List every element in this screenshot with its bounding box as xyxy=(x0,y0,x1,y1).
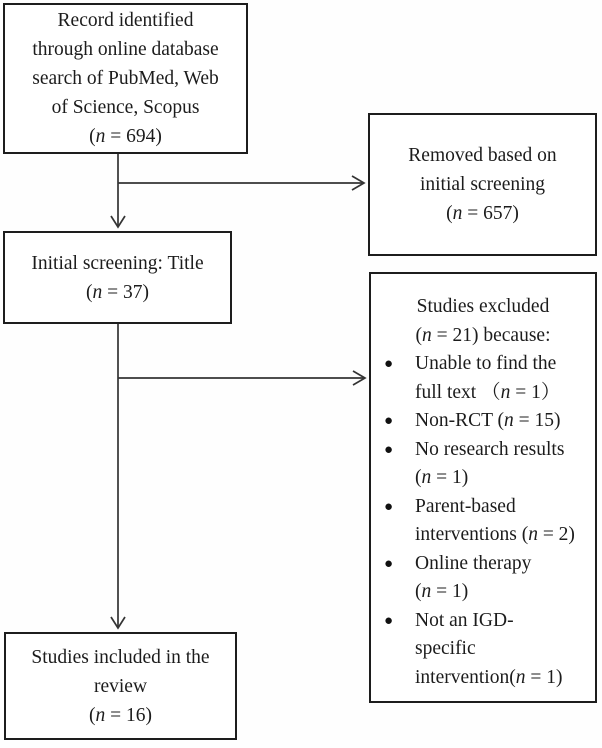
bullet-dot-icon: ● xyxy=(384,441,394,458)
bullet-dot-icon: ● xyxy=(384,498,394,515)
box-count-line: (n = 694) xyxy=(89,126,162,147)
box-records-identified xyxy=(3,3,248,154)
box-count-line: (n = 16) xyxy=(89,704,152,726)
box-removed-initial-screening xyxy=(368,113,597,256)
box-text-line: Studies excluded xyxy=(416,296,550,317)
box-studies-excluded xyxy=(369,272,597,703)
box-text-line: Record identified xyxy=(57,10,194,31)
box-count-line: (n = 657) xyxy=(446,203,519,224)
box-text-line: of Science, Scopus xyxy=(51,97,200,118)
box-text-line: Initial screening: Title xyxy=(31,252,204,274)
box-text-line: search of PubMed, Web xyxy=(32,68,219,89)
arrow-to-removed-box xyxy=(118,176,364,190)
excluded-reasons-list xyxy=(371,350,595,692)
bullet-dot-icon: ● xyxy=(384,612,394,629)
bullet-dot-icon: ● xyxy=(384,413,394,429)
box-text-line: review xyxy=(93,675,148,697)
list-item-text: No research results (n = 1) xyxy=(415,438,565,488)
list-item-text: Not an IGD- specific intervention(n = 1) xyxy=(415,609,563,688)
list-item-text: Parent-based interventions (n = 2) xyxy=(415,495,575,545)
list-item xyxy=(371,493,595,550)
box-text-line: Removed based on xyxy=(408,145,557,166)
bullet-dot-icon: ● xyxy=(384,555,394,572)
box-studies-included xyxy=(4,632,237,740)
list-item-text: Unable to find the full text （n = 1） xyxy=(415,353,561,403)
list-item xyxy=(371,550,595,607)
box-count-line: (n = 37) xyxy=(86,281,149,303)
list-item-text: Non-RCT (n = 15) xyxy=(415,410,561,431)
excluded-header xyxy=(371,293,595,350)
box-text-line: initial screening xyxy=(419,174,546,195)
box-text-line: through online database xyxy=(32,39,219,60)
list-item xyxy=(371,607,595,693)
box-text-line: Studies included in the xyxy=(31,646,210,668)
list-item xyxy=(371,407,595,436)
arrow-to-excluded-box xyxy=(118,371,365,385)
arrow-screening-to-included xyxy=(111,324,125,628)
list-item xyxy=(371,350,595,407)
list-item xyxy=(371,436,595,493)
list-item-text: Online therapy (n = 1) xyxy=(415,552,532,602)
bullet-dot-icon: ● xyxy=(384,356,394,372)
box-count-line: (n = 21) because: xyxy=(415,324,551,346)
box-initial-screening xyxy=(3,231,232,324)
arrow-records-to-screening xyxy=(111,154,125,227)
